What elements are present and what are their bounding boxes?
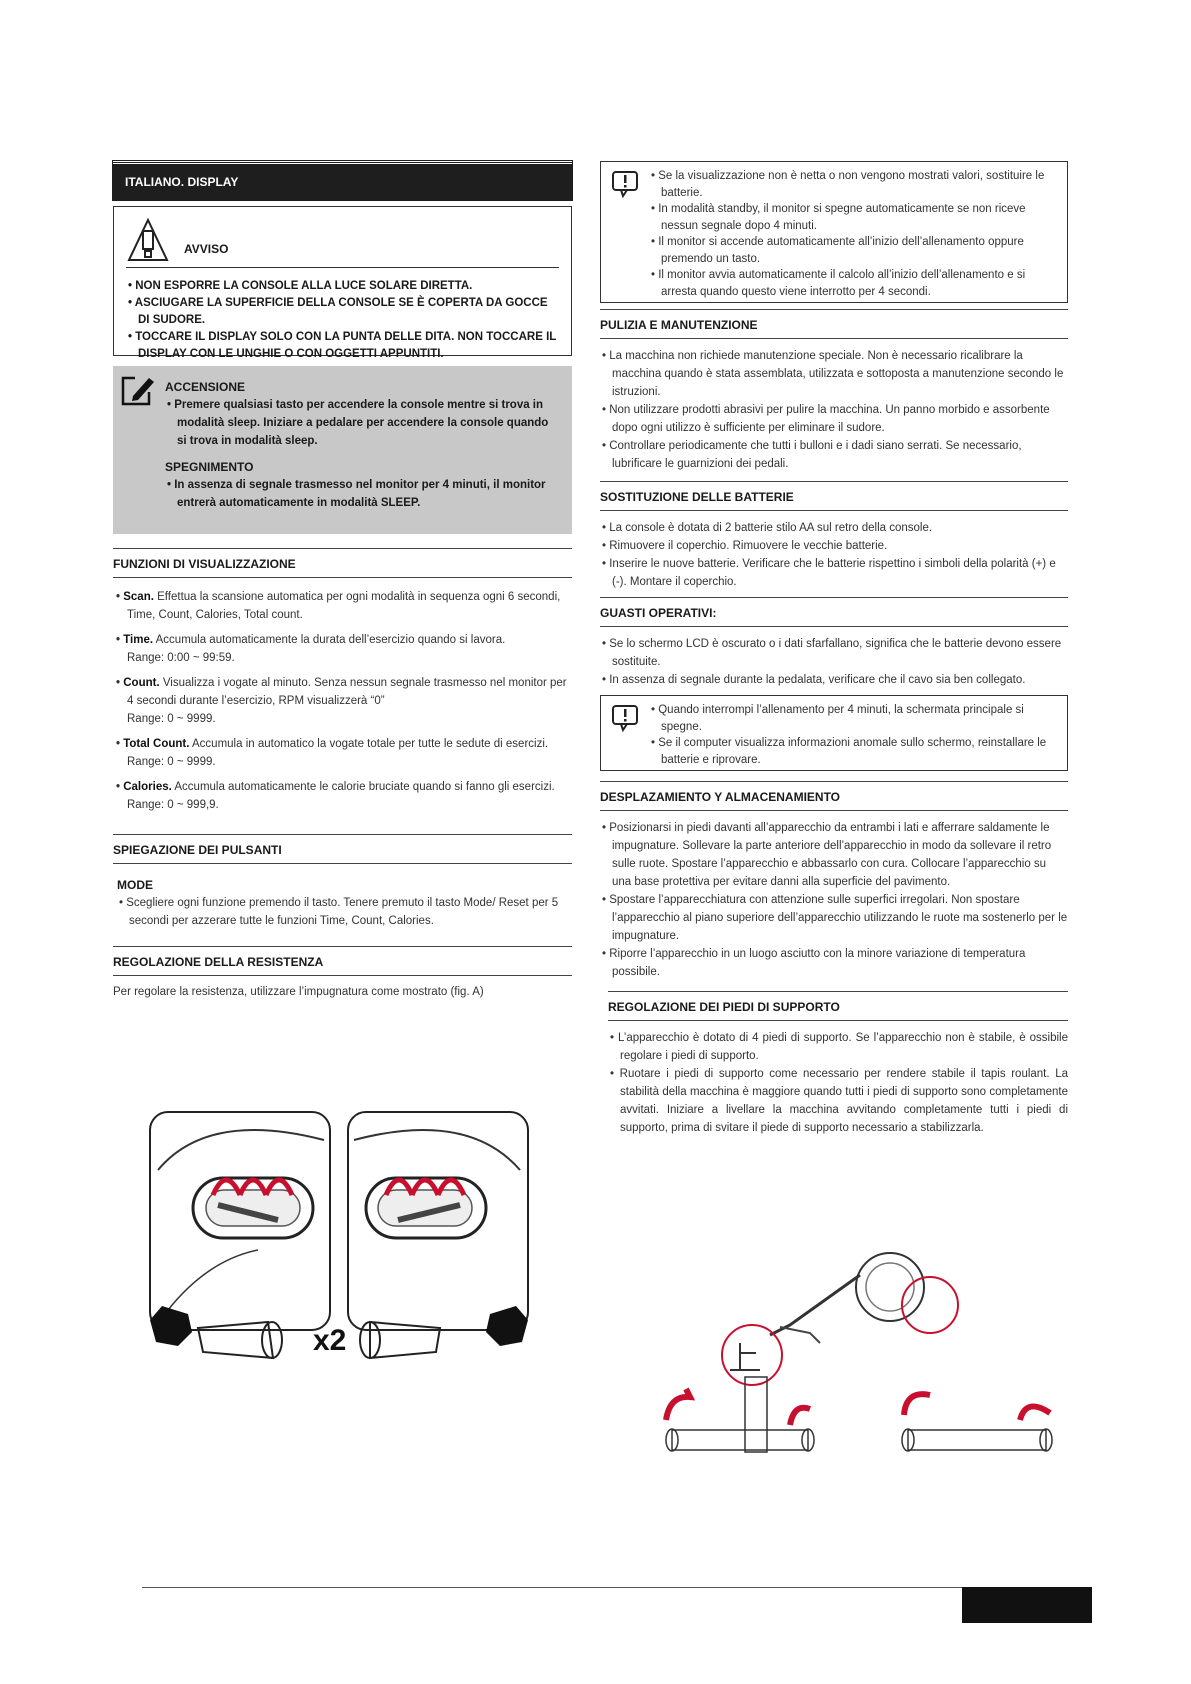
list-item: • ASCIUGARE LA SUPERFICIE DELLA CONSOLE SE È COPERTA DA GOCCE DI SUDORE. (126, 295, 559, 329)
functions-list (113, 588, 572, 814)
support-foot-left-drawing (666, 1377, 814, 1452)
list-item: • Count. Visualizza i vogate al minuto. Senza nessun segnale trasmesso nel monitor per 4 secondi durante l’esercizio, RPM visualizzerà “0” Range: 0 ~ 9999. (113, 674, 572, 728)
right-column (600, 161, 1068, 1137)
resistance-text: Per regolare la resistenza, utilizzare l’impugnatura come mostrato (fig. A) (113, 986, 484, 998)
list-item: • Rimuovere il coperchio. Rimuovere le vecchie batterie. (600, 537, 1068, 555)
list-item: • In modalità standby, il monitor si spegne automaticamente se non riceve nessun segnale dopo 4 minuti. (649, 201, 1059, 234)
left-column (113, 161, 572, 998)
list-item: • Inserire le nuove batterie. Verificare che le batterie rispettino i simboli della polarità (+) e (-). Montare il coperchio. (600, 555, 1068, 591)
power-on-title: ACCENSIONE (165, 380, 246, 394)
info-note-box (600, 161, 1068, 303)
pencil-icon (119, 372, 157, 408)
info-note-icon (611, 170, 639, 198)
info-note-box (600, 695, 1068, 771)
list-item: • L’apparecchio è dotato di 4 piedi di supporto. Se l’apparecchio non è stabile, è ossibile regolare i piedi di supporto. (608, 1029, 1068, 1065)
right-panel-drawing (348, 1112, 528, 1346)
rower-machine-drawing (722, 1253, 958, 1385)
list-item: • Calories. Accumula automaticamente le calorie bruciate quando si fanno gli esercizi. Range: 0 ~ 999,9. (113, 778, 572, 814)
list-item: • Il monitor si accende automaticamente all’inizio dell’allenamento oppure premendo un tasto. (649, 234, 1059, 267)
section-heading: SPIEGAZIONE DEI PULSANTI (113, 834, 572, 864)
list-item: • Se la visualizzazione non è netta o non vengono mostrati valori, sostituire le batterie. (649, 168, 1059, 201)
list-item: • In assenza di segnale trasmesso nel monitor per 4 minuti, il monitor entrerà automaticamente in modalità SLEEP. (165, 476, 560, 512)
list-item: • Quando interrompi l’allenamento per 4 minuti, la schermata principale si spegne. (649, 702, 1059, 735)
multiplier-label: x2 (313, 1324, 347, 1357)
section-heading: FUNZIONI DI VISUALIZZAZIONE (113, 548, 572, 578)
support-feet-figure (660, 1225, 1070, 1465)
list-item: • Posizionarsi in piedi davanti all’apparecchio da entrambi i lati e afferrare saldamente le impugnature. Sollevare la parte anteriore dell’apparecchio in modo da sollevare il retro sulle ruote. Spostare l’apparecchio e abbassarlo con cura. Collocare l’apparecchio su una base protettiva per evitare danni alla superficie del pavimento. (600, 819, 1068, 891)
list-item: • Il monitor avvia automaticamente il calcolo all’inizio dell’allenamento e si arresta quando questo viene interrotto per 4 secondi. (649, 267, 1059, 300)
list-item: • Ruotare i piedi di supporto come necessario per rendere stabile il tapis roulant. La stabilità della macchina è maggiore quando tutti i piedi di supporto sono completamente avvitati. Iniziare a livellare la macchina avvitando completamente tutti i piedi di supporto, prima di svitare il piede di supporto necessario a stabilizzarla. (608, 1065, 1068, 1137)
list-item: • Premere qualsiasi tasto per accendere la console mentre si trova in modalità sleep. Iniziare a pedalare per accendere la console quando si trova in modalità sleep. (165, 396, 560, 450)
list-item: • Total Count. Accumula in automatico la vogate totale per tutte le sedute di esercizi. Range: 0 ~ 9999. (113, 735, 572, 771)
list-item: • In assenza di segnale durante la pedalata, verificare che il cavo sia ben collegato. (600, 671, 1068, 689)
page-marker-block (962, 1587, 1092, 1623)
page-title: ITALIANO. DISPLAY (113, 161, 572, 200)
roller-left-icon (198, 1322, 282, 1358)
list-item: • Riporre l’apparecchio in un luogo asciutto con la minore variazione di temperatura possibile. (600, 945, 1068, 981)
list-item: • Non utilizzare prodotti abrasivi per pulire la macchina. Un panno morbido e assorbente dopo ogni utilizzo è sufficiente per eliminare il sudore. (600, 401, 1068, 437)
section-heading: REGOLAZIONE DEI PIEDI DI SUPPORTO (608, 991, 1068, 1021)
list-item: • Controllare periodicamente che tutti i bulloni e i dadi siano serrati. Se necessario, lubrificare le guarnizioni dei pedali. (600, 437, 1068, 473)
section-heading: PULIZIA E MANUTENZIONE (600, 309, 1068, 339)
list-item: • Se lo schermo LCD è oscurato o i dati sfarfallano, significa che le batterie devono essere sostituite. (600, 635, 1068, 671)
support-foot-right-drawing (902, 1394, 1052, 1451)
mode-title: MODE (117, 878, 153, 892)
resistance-figure (148, 1110, 548, 1370)
warning-box (113, 206, 572, 360)
footer-rule (142, 1587, 962, 1588)
section-heading: REGOLAZIONE DELLA RESISTENZA (113, 946, 572, 976)
list-item: • Scegliere ogni funzione premendo il tasto. Tenere premuto il tasto Mode/ Reset per 5 secondi per azzerare tutte le funzioni Time, Count, Calories. (117, 894, 572, 930)
list-item: • Scan. Effettua la scansione automatica per ogni modalità in sequenza ogni 6 secondi, Time, Count, Calories, Total count. (113, 588, 572, 624)
list-item: • La console è dotata di 2 batterie stilo AA sul retro della console. (600, 519, 1068, 537)
section-heading: GUASTI OPERATIVI: (600, 597, 1068, 627)
power-box (113, 366, 572, 534)
list-item: • Spostare l’apparecchiatura con attenzione sulle superfici irregolari. Non spostare l’apparecchio al piano superiore dell’apparecchio utilizzando le ruote ma sostenerlo per le impugnature. (600, 891, 1068, 945)
left-panel-drawing (150, 1112, 330, 1346)
list-item: • La macchina non richiede manutenzione speciale. Non è necessario ricalibrare la macchina quando è stata assemblata, utilizzata e sottoposta a manutenzione secondo le istruzioni. (600, 347, 1068, 401)
warning-list (126, 278, 559, 363)
power-off-title: SPEGNIMENTO (165, 460, 254, 474)
section-heading: SOSTITUZIONE DELLE BATTERIE (600, 481, 1068, 511)
info-note-icon (611, 704, 639, 732)
list-item: • NON ESPORRE LA CONSOLE ALLA LUCE SOLARE DIRETTA. (126, 278, 559, 295)
list-item: • TOCCARE IL DISPLAY SOLO CON LA PUNTA DELLE DITA. NON TOCCARE IL DISPLAY CON LE UNGHIE O CON OGGETTI APPUNTITI. (126, 329, 559, 363)
warning-label: AVVISO (184, 242, 229, 256)
list-item: • Se il computer visualizza informazioni anomale sullo schermo, reinstallare le batterie e riprovare. (649, 735, 1059, 768)
roller-right-icon (360, 1322, 440, 1358)
list-item: • Time. Accumula automaticamente la durata dell’esercizio quando si lavora. Range: 0:00 ~ 99:59. (113, 631, 572, 667)
section-heading: DESPLAZAMIENTO Y ALMACENAMIENTO (600, 781, 1068, 811)
warning-triangle-icon (126, 217, 170, 263)
